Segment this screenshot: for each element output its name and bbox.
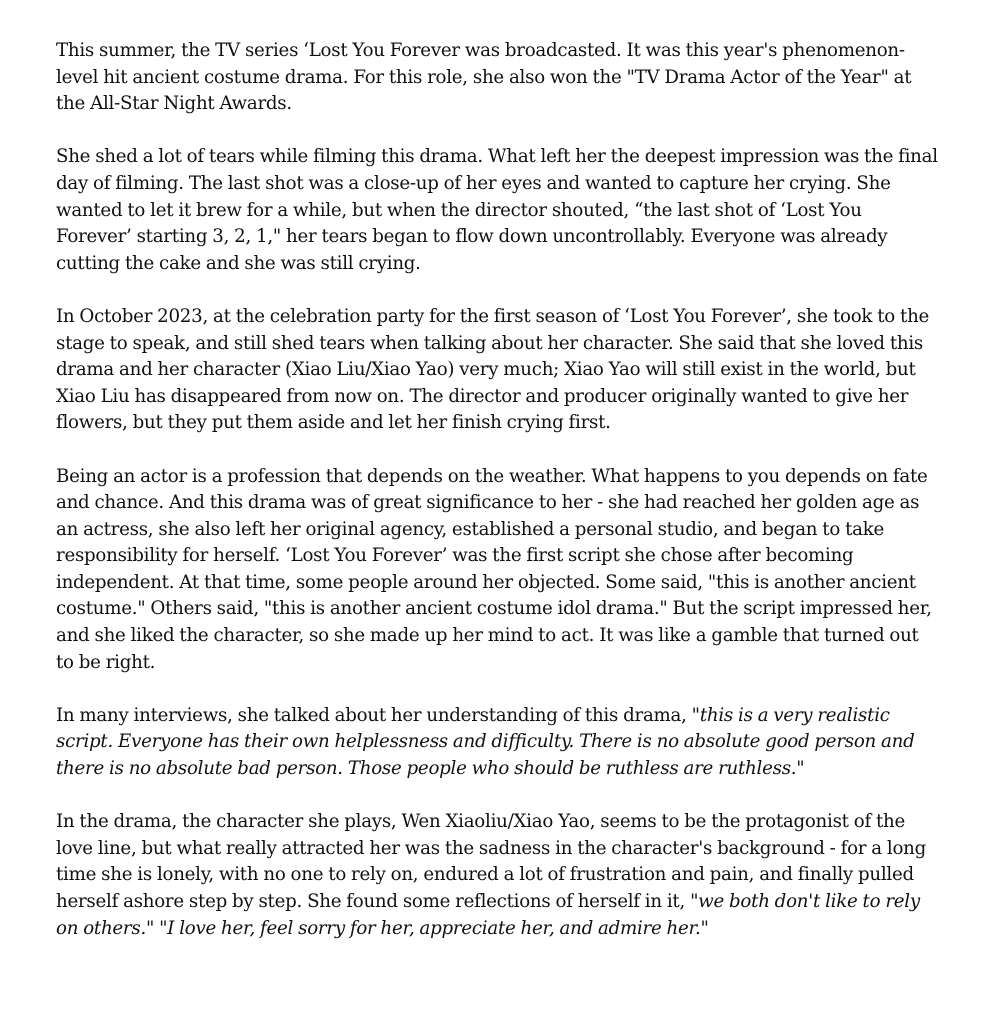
paragraph-final-day-filming: She shed a lot of tears while filming this drama. What left her the deepest impression was the final day of filming. The last shot was a close-up of her eyes and wanted to capture her crying. She wanted to let it brew for a while, but when the director shouted, “the last shot of ‘Lost You Forever’ starting 3, 2, 1," her tears began to flow down uncontrollably. Everyone was already cutting the cake and she was still crying.: [56, 146, 938, 274]
paragraph-award: This summer, the TV series ‘Lost You Forever was broadcasted. It was this year's phenomenon-level hit ancient costume drama. For this role, she also won the "TV Drama Actor of the Year" at the All-Star Night Awards.: [56, 40, 912, 115]
character-lead-text: In the drama, the character she plays, Wen Xiaoliu/Xiao Yao, seems to be the protagonist of the love line, but what really attracted her was the sadness in the character's background - for a long time she is lonely, with no one to rely on, endured a lot of frustration and pain, and finally pulled herself ashore step by step. She found some reflections of herself in it,: [56, 811, 927, 912]
paragraph-character: [56, 809, 941, 942]
character-italic-quote: "we both don't like to rely on others." "I love her, feel sorry for her, appreciate her, and admire her.": [56, 891, 920, 939]
paragraph-actor-profession: Being an actor is a profession that depends on the weather. What happens to you depends on fate and chance. And this drama was of great significance to her - she had reached her golden age as an actress, she also left her original agency, established a personal studio, and began to take responsibility for herself. ‘Lost You Forever’ was the first script she chose after becoming independent. At that time, some people around her objected. Some said, "this is another ancient costume." Others said, "this is another ancient costume idol drama." But the script impressed her, and she liked the character, so she made up her mind to act. It was like a gamble that turned out to be right.: [56, 465, 932, 673]
paragraph-interviews: [56, 703, 941, 783]
interviews-italic-quote: this is a very realistic script. Everyone has their own helplessness and difficulty. There is no absolute good person and there is no absolute bad person. Those people who should be ruthless are ruthless.": [56, 704, 915, 780]
article-body: [56, 38, 941, 942]
interviews-lead-text: In many interviews, she talked about her understanding of this drama, ": [56, 704, 700, 726]
paragraph-celebration-party: In October 2023, at the celebration party for the first season of ‘Lost You Forever’, she took to the stage to speak, and still shed tears when talking about her character. She said that she loved this drama and her character (Xiao Liu/Xiao Yao) very much; Xiao Yao will still exist in the world, but Xiao Liu has disappeared from now on. The director and producer originally wanted to give her flowers, but they put them aside and let her finish crying first.: [56, 305, 930, 434]
